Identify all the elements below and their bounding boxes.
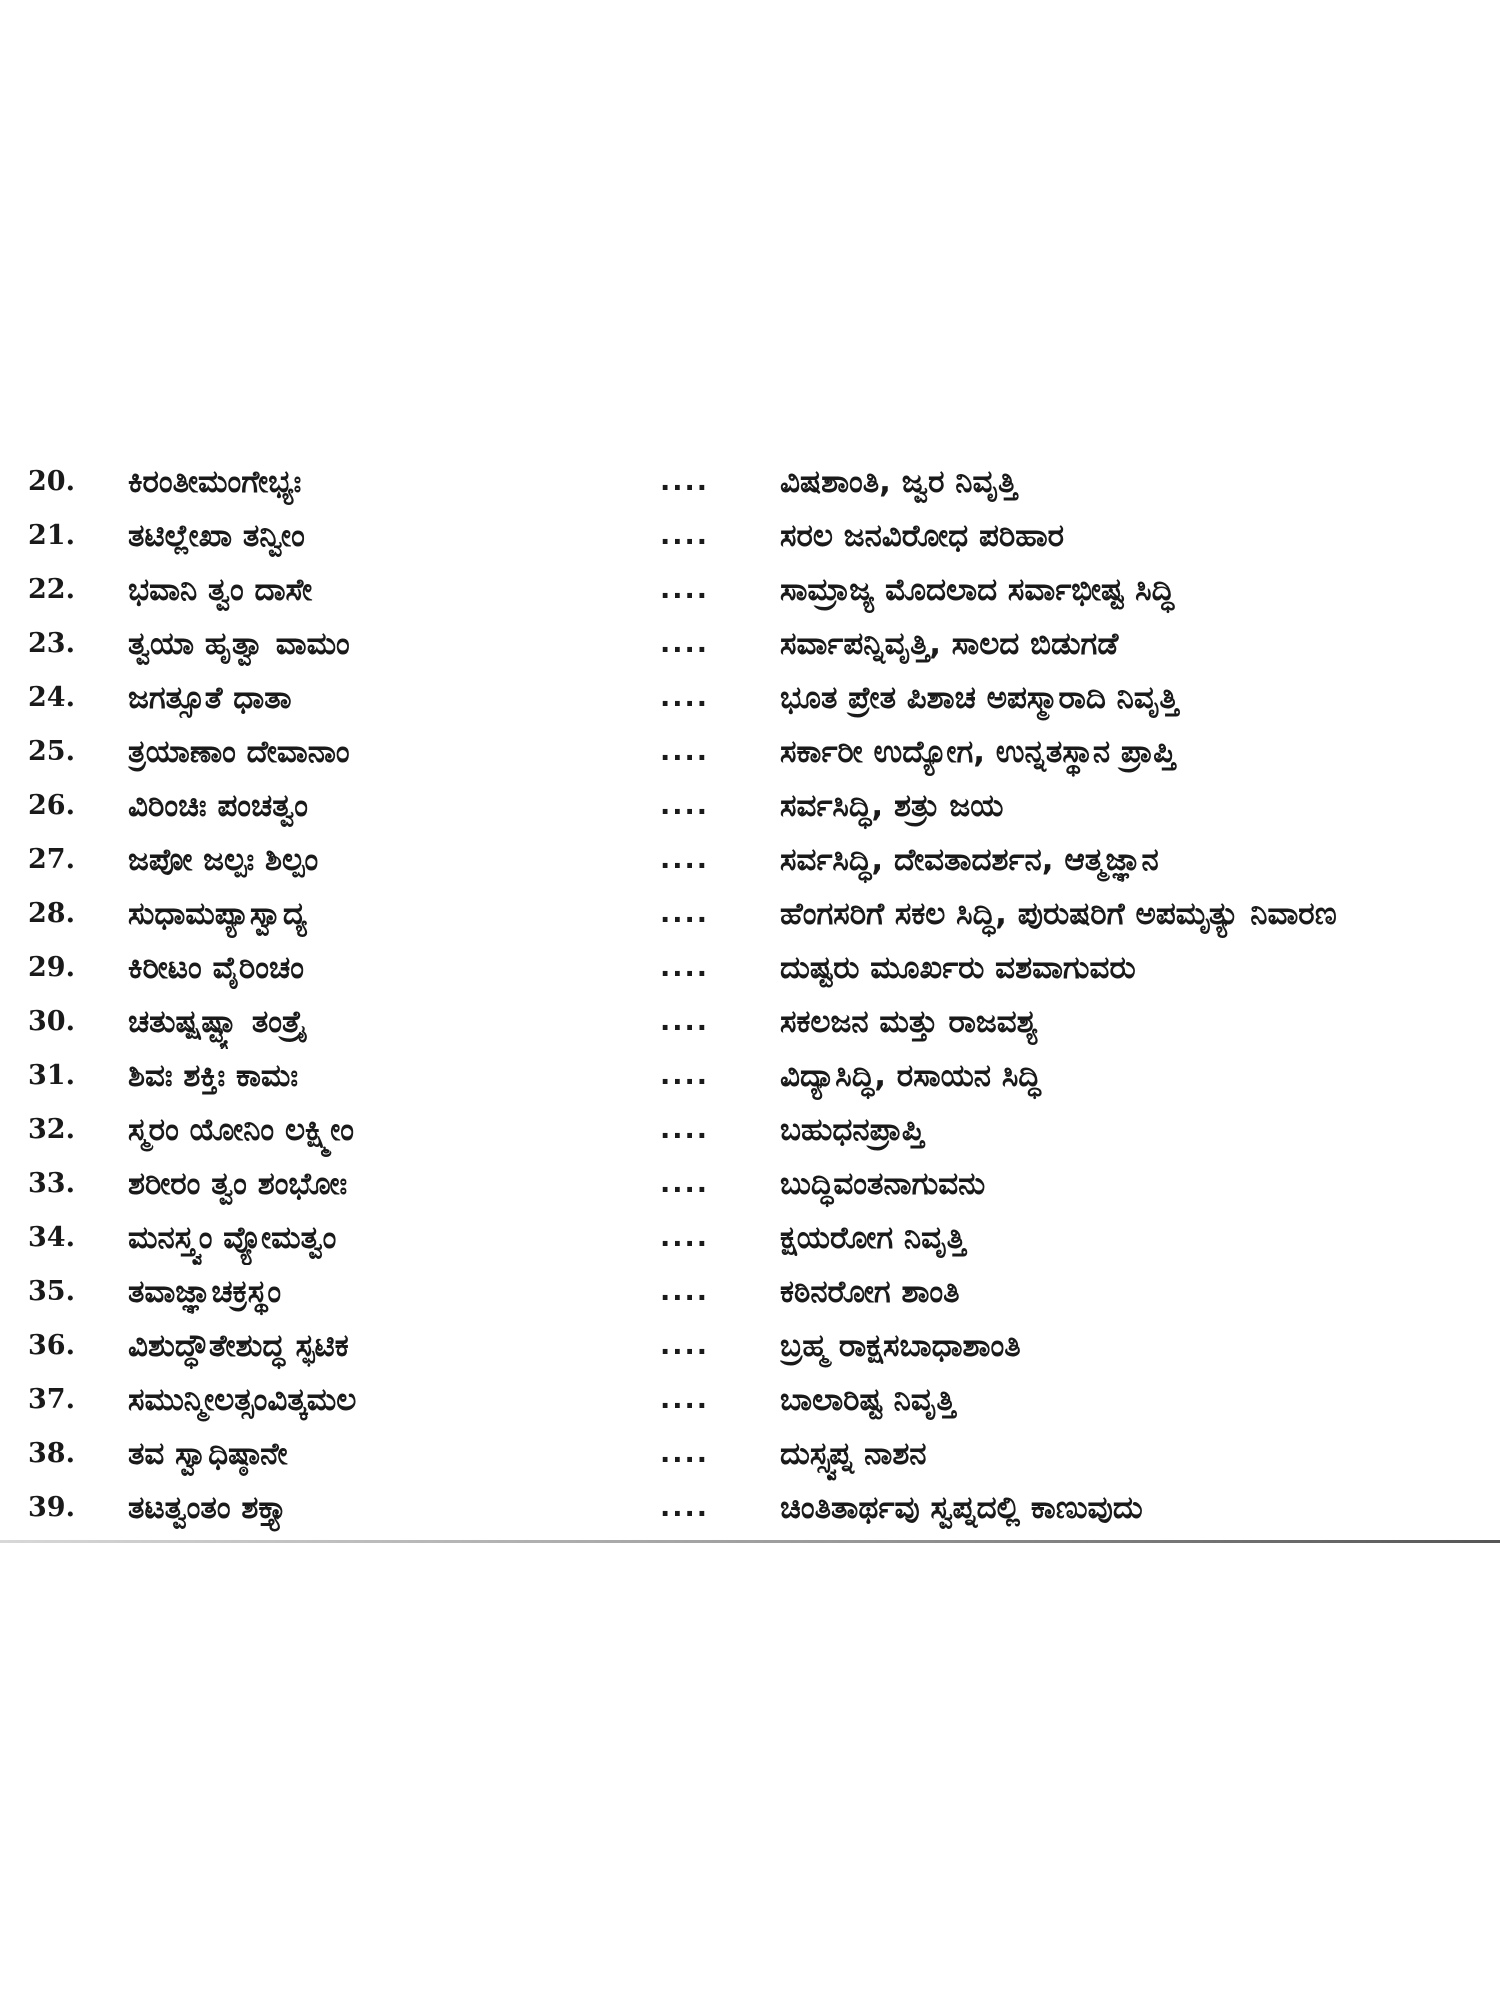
row-number: 25. xyxy=(28,736,75,767)
table-row xyxy=(28,671,1488,725)
row-number: 34. xyxy=(28,1222,75,1253)
leader-dots: .... xyxy=(660,1276,710,1307)
leader-dots: .... xyxy=(660,1168,710,1199)
benefit-text: ದುಷ್ಟರು ಮೂರ್ಖರು ವಶವಾಗುವರು xyxy=(780,950,1136,986)
leader-dots: .... xyxy=(660,520,710,551)
row-number: 26. xyxy=(28,790,75,821)
benefit-text: ಸರ್ವಸಿದ್ಧಿ, ದೇವತಾದರ್ಶನ, ಆತ್ಮಜ್ಞಾನ xyxy=(780,842,1159,878)
row-number: 39. xyxy=(28,1492,75,1523)
leader-dots: .... xyxy=(660,1384,710,1415)
leader-dots: .... xyxy=(660,952,710,983)
benefit-text: ಸರಲ ಜನವಿರೋಧ ಪರಿಹಾರ xyxy=(780,518,1065,554)
table-row xyxy=(28,1319,1488,1373)
verse-name: ತ್ರಯಾಣಾಂ ದೇವಾನಾಂ xyxy=(128,734,350,770)
leader-dots: .... xyxy=(660,1222,710,1253)
verse-name: ತವ ಸ್ವಾಧಿಷ್ಠಾನೇ xyxy=(128,1436,288,1472)
leader-dots: .... xyxy=(660,1492,710,1523)
benefit-text: ಸರ್ವಸಿದ್ಧಿ, ಶತ್ರು ಜಯ xyxy=(780,788,1004,824)
table-row xyxy=(28,455,1488,509)
benefit-text: ಸಕಲಜನ ಮತ್ತು ರಾಜವಶ್ಯ xyxy=(780,1004,1038,1040)
benefit-text: ಕಠಿನರೋಗ ಶಾಂತಿ xyxy=(780,1274,960,1310)
row-number: 20. xyxy=(28,466,75,497)
benefit-text: ಸರ್ವಾಪನ್ನಿವೃತ್ತಿ, ಸಾಲದ ಬಿಡುಗಡೆ xyxy=(780,626,1119,662)
table-row xyxy=(28,1211,1488,1265)
table-row xyxy=(28,509,1488,563)
table-row xyxy=(28,1427,1488,1481)
table-row xyxy=(28,941,1488,995)
verse-name: ತಟಿಲ್ಲೇಖಾ ತನ್ವೀಂ xyxy=(128,518,305,554)
verse-name: ಶಿವಃ ಶಕ್ತಿಃ ಕಾಮಃ xyxy=(128,1058,299,1094)
verse-name: ಭವಾನಿ ತ್ವಂ ದಾಸೇ xyxy=(128,572,313,608)
verse-name: ತ್ವಯಾ ಹೃತ್ವಾ ವಾಮಂ xyxy=(128,626,350,662)
benefit-text: ಬ್ರಹ್ಮ ರಾಕ್ಷಸಬಾಧಾಶಾಂತಿ xyxy=(780,1328,1021,1364)
verse-name: ಸಮುನ್ಮೀಲತ್ಸಂವಿತ್ಕಮಲ xyxy=(128,1382,357,1418)
bottom-divider xyxy=(0,1540,1500,1543)
row-number: 32. xyxy=(28,1114,75,1145)
verse-name: ತಟತ್ವಂತಂ ಶಕ್ತ್ಯಾ xyxy=(128,1490,289,1526)
verse-name: ಚತುಷ್ಷಷ್ಟ್ಯಾ ತಂತ್ರೈ xyxy=(128,1004,308,1040)
leader-dots: .... xyxy=(660,1114,710,1145)
row-number: 36. xyxy=(28,1330,75,1361)
table-row xyxy=(28,1481,1488,1535)
row-number: 28. xyxy=(28,898,75,929)
leader-dots: .... xyxy=(660,1060,710,1091)
table-row xyxy=(28,1265,1488,1319)
verse-name: ಸುಧಾಮಪ್ಯಾಸ್ವಾದ್ಯ xyxy=(128,896,308,932)
leader-dots: .... xyxy=(660,682,710,713)
verse-name: ಮನಸ್ತ್ವಂ ವ್ಯೋಮತ್ವಂ xyxy=(128,1220,337,1256)
benefit-text: ಹೆಂಗಸರಿಗೆ ಸಕಲ ಸಿದ್ಧಿ, ಪುರುಷರಿಗೆ ಅಪಮೃತ್ಯು ನಿವಾರಣ xyxy=(780,896,1337,932)
leader-dots: .... xyxy=(660,574,710,605)
table-row xyxy=(28,725,1488,779)
leader-dots: .... xyxy=(660,628,710,659)
table-row xyxy=(28,1373,1488,1427)
benefit-text: ದುಸ್ಸ್ವಪ್ನ ನಾಶನ xyxy=(780,1436,927,1472)
table-row xyxy=(28,1157,1488,1211)
table-row xyxy=(28,1103,1488,1157)
leader-dots: .... xyxy=(660,466,710,497)
verse-benefit-table xyxy=(28,455,1488,1535)
leader-dots: .... xyxy=(660,1438,710,1469)
verse-name: ಜಗತ್ಸೂತೆ ಧಾತಾ xyxy=(128,680,292,716)
benefit-text: ಸರ್ಕಾರೀ ಉದ್ಯೋಗ, ಉನ್ನತಸ್ಥಾನ ಪ್ರಾಪ್ತಿ xyxy=(780,734,1176,770)
verse-name: ಜಪೋ ಜಲ್ಪಃ ಶಿಲ್ಪಂ xyxy=(128,842,319,878)
benefit-text: ಬುದ್ಧಿವಂತನಾಗುವನು xyxy=(780,1166,986,1202)
leader-dots: .... xyxy=(660,1006,710,1037)
table-row xyxy=(28,1049,1488,1103)
leader-dots: .... xyxy=(660,898,710,929)
verse-name: ತವಾಜ್ಞಾಚಕ್ರಸ್ಥಂ xyxy=(128,1274,282,1310)
benefit-text: ವಿದ್ಯಾಸಿದ್ಧಿ, ರಸಾಯನ ಸಿದ್ಧಿ xyxy=(780,1058,1041,1094)
benefit-text: ಬಹುಧನಪ್ರಾಪ್ತಿ xyxy=(780,1112,925,1148)
row-number: 24. xyxy=(28,682,75,713)
verse-name: ವಿರಿಂಚಿಃ ಪಂಚತ್ವಂ xyxy=(128,788,308,824)
row-number: 27. xyxy=(28,844,75,875)
leader-dots: .... xyxy=(660,736,710,767)
leader-dots: .... xyxy=(660,844,710,875)
table-row xyxy=(28,887,1488,941)
table-row xyxy=(28,563,1488,617)
verse-name: ಕಿರೀಟಂ ವೈರಿಂಚಂ xyxy=(128,950,304,986)
row-number: 37. xyxy=(28,1384,75,1415)
benefit-text: ಚಿಂತಿತಾರ್ಥವು ಸ್ವಪ್ನದಲ್ಲಿ ಕಾಣುವುದು xyxy=(780,1490,1143,1526)
benefit-text: ಬಾಲಾರಿಷ್ಟ ನಿವೃತ್ತಿ xyxy=(780,1382,956,1418)
verse-name: ಕಿರಂತೀಮಂಗೇಭ್ಯಃ xyxy=(128,464,302,500)
row-number: 30. xyxy=(28,1006,75,1037)
row-number: 38. xyxy=(28,1438,75,1469)
leader-dots: .... xyxy=(660,790,710,821)
table-row xyxy=(28,779,1488,833)
benefit-text: ವಿಷಶಾಂತಿ, ಜ್ವರ ನಿವೃತ್ತಿ xyxy=(780,464,1018,500)
verse-name: ವಿಶುದ್ಧೌತೇಶುದ್ಧ ಸ್ಫಟಿಕ xyxy=(128,1328,349,1364)
benefit-text: ಕ್ಷಯರೋಗ ನಿವೃತ್ತಿ xyxy=(780,1220,966,1256)
leader-dots: .... xyxy=(660,1330,710,1361)
benefit-text: ಸಾಮ್ರಾಜ್ಯ ಮೊದಲಾದ ಸರ್ವಾಭೀಷ್ಟ ಸಿದ್ಧಿ xyxy=(780,572,1175,608)
row-number: 21. xyxy=(28,520,75,551)
row-number: 33. xyxy=(28,1168,75,1199)
verse-name: ಶರೀರಂ ತ್ವಂ ಶಂಭೋಃ xyxy=(128,1166,348,1202)
row-number: 22. xyxy=(28,574,75,605)
benefit-text: ಭೂತ ಪ್ರೇತ ಪಿಶಾಚ ಅಪಸ್ಮಾರಾದಿ ನಿವೃತ್ತಿ xyxy=(780,680,1179,716)
table-row xyxy=(28,617,1488,671)
row-number: 31. xyxy=(28,1060,75,1091)
verse-name: ಸ್ಮರಂ ಯೋನಿಂ ಲಕ್ಷ್ಮೀಂ xyxy=(128,1112,354,1148)
row-number: 35. xyxy=(28,1276,75,1307)
row-number: 23. xyxy=(28,628,75,659)
table-row xyxy=(28,833,1488,887)
row-number: 29. xyxy=(28,952,75,983)
table-row xyxy=(28,995,1488,1049)
